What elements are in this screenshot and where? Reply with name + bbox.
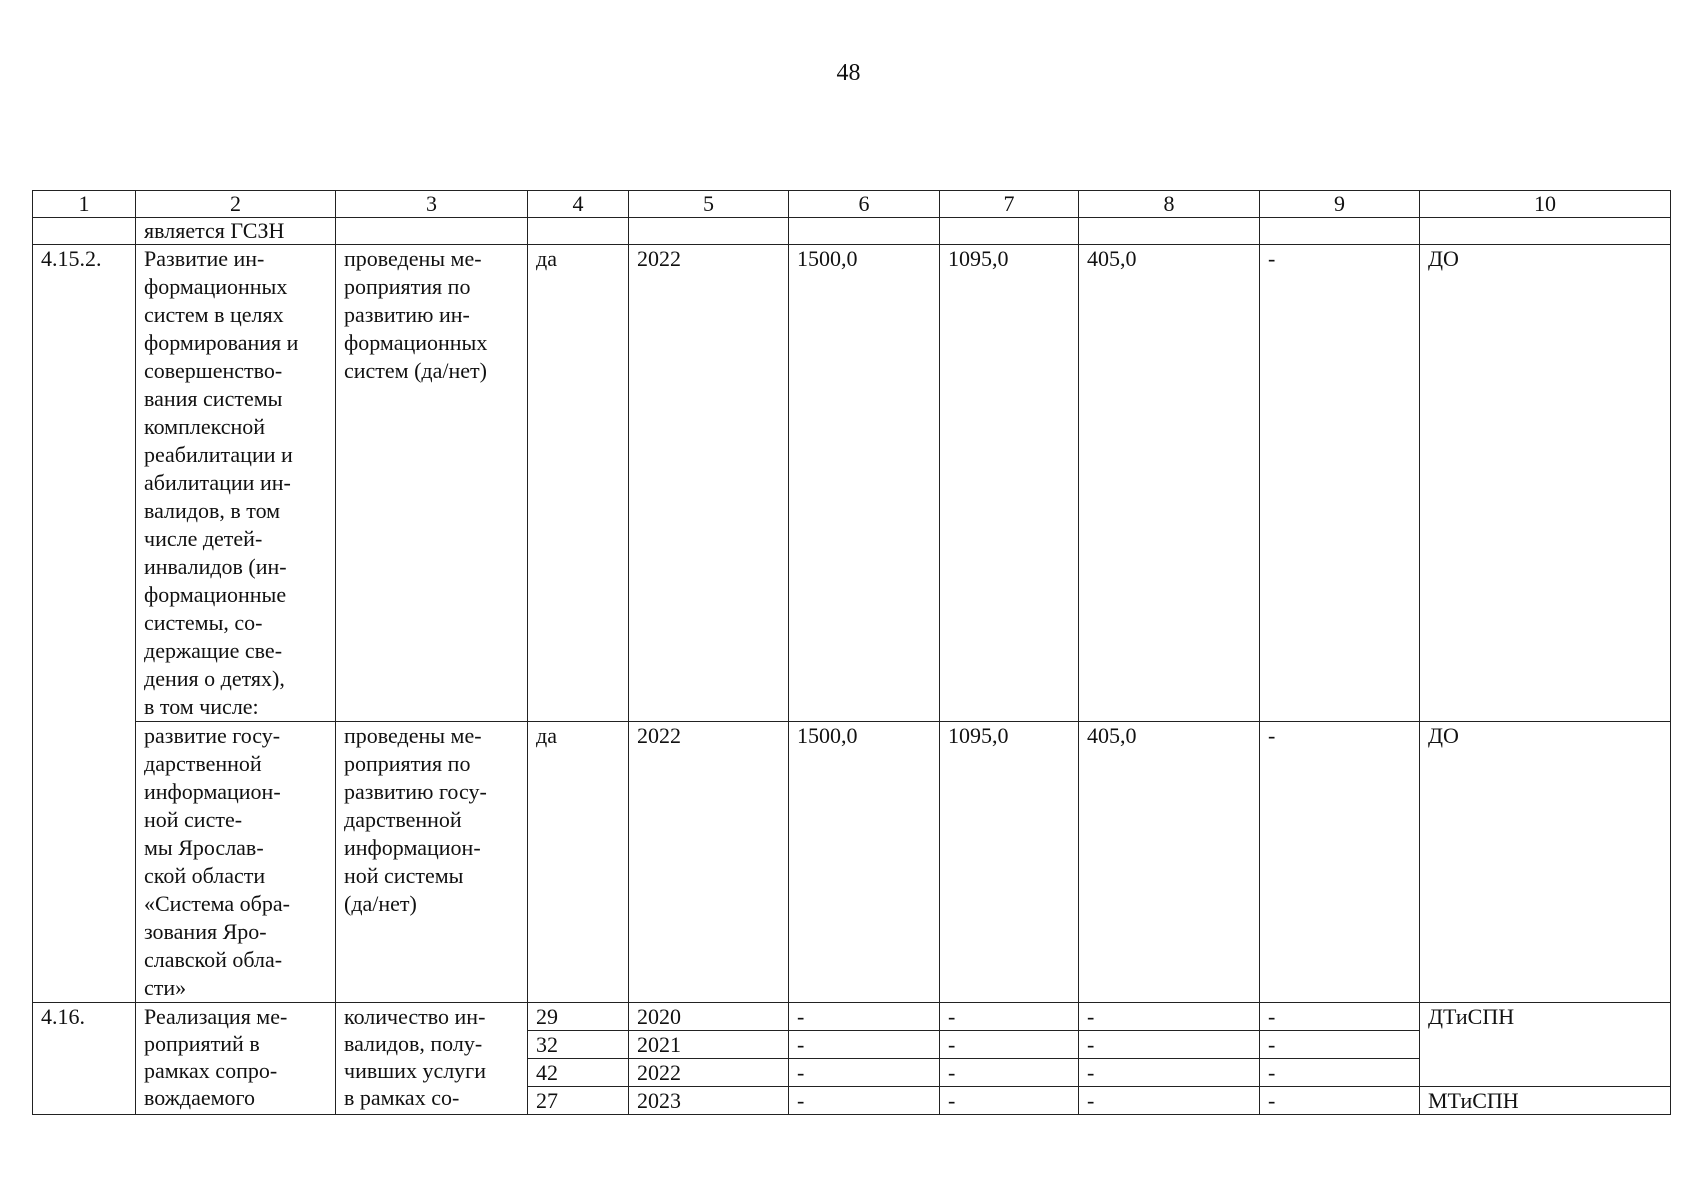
year: 2022 — [629, 1059, 789, 1087]
header-col-2: 2 — [136, 191, 336, 218]
federal-budget: - — [940, 1003, 1079, 1031]
indicator-name — [336, 722, 528, 1003]
local-budget: - — [1260, 1059, 1420, 1087]
local-budget: - — [1260, 245, 1420, 722]
cont-cell-4 — [528, 218, 629, 245]
total-funding: 1500,0 — [789, 722, 940, 1003]
header-col-8: 8 — [1079, 191, 1260, 218]
measure-name-text: Развитие ин- формационных систем в целях формирования и совершенство- вания системы комплексной реабилитации и абилитации ин- валидов, в том числе детей- инвалидов (ин- формационные системы, со- держащие све- дения о детях), в том числе: — [144, 246, 299, 719]
measure-name-text: развитие госу- дарственной информацион- ной систе- мы Ярослав- ской области «Система обра- зования Яро- славской обла- сти» — [144, 723, 290, 1000]
cont-cell-9 — [1260, 218, 1420, 245]
measure-name — [136, 245, 336, 722]
cont-cell-3 — [336, 218, 528, 245]
total-funding: - — [789, 1059, 940, 1087]
total-funding: 1500,0 — [789, 245, 940, 722]
cont-cell-10 — [1420, 218, 1671, 245]
year: 2022 — [629, 722, 789, 1003]
program-table — [32, 190, 1671, 1115]
year: 2020 — [629, 1003, 789, 1031]
indicator-value: 27 — [528, 1087, 629, 1115]
header-col-4: 4 — [528, 191, 629, 218]
continuation-row — [33, 218, 1671, 245]
measure-name — [136, 722, 336, 1003]
cont-cell-5 — [629, 218, 789, 245]
regional-budget: 405,0 — [1079, 245, 1260, 722]
local-budget: - — [1260, 722, 1420, 1003]
cont-cell-8 — [1079, 218, 1260, 245]
total-funding: - — [789, 1031, 940, 1059]
total-funding: - — [789, 1087, 940, 1115]
year: 2022 — [629, 245, 789, 722]
federal-budget: - — [940, 1031, 1079, 1059]
regional-budget: - — [1079, 1059, 1260, 1087]
year: 2023 — [629, 1087, 789, 1115]
regional-budget: 405,0 — [1079, 722, 1260, 1003]
indicator-value: да — [528, 245, 629, 722]
year: 2021 — [629, 1031, 789, 1059]
regional-budget: - — [1079, 1003, 1260, 1031]
federal-budget: - — [940, 1087, 1079, 1115]
indicator-name-text: количество ин- валидов, полу- чивших услуги в рамках со- — [344, 1004, 486, 1110]
cont-cell-2: является ГСЗН — [136, 218, 336, 245]
regional-budget: - — [1079, 1031, 1260, 1059]
header-col-9: 9 — [1260, 191, 1420, 218]
federal-budget: 1095,0 — [940, 245, 1079, 722]
indicator-name-text: проведены ме- роприятия по развитию ин- формационных систем (да/нет) — [344, 246, 488, 383]
header-row — [33, 191, 1671, 218]
page-number: 48 — [836, 60, 861, 86]
cont-cell-7 — [940, 218, 1079, 245]
executor: ДТиСПН — [1420, 1003, 1671, 1087]
header-col-7: 7 — [940, 191, 1079, 218]
cont-cell-1 — [33, 218, 136, 245]
local-budget: - — [1260, 1087, 1420, 1115]
table-row-4-15-2-sub — [33, 722, 1671, 1003]
indicator-value: да — [528, 722, 629, 1003]
header-col-10: 10 — [1420, 191, 1671, 218]
table-row-4-16 — [33, 1003, 1671, 1031]
row-number: 4.15.2. — [33, 245, 136, 1003]
indicator-value: 32 — [528, 1031, 629, 1059]
local-budget: - — [1260, 1031, 1420, 1059]
local-budget: - — [1260, 1003, 1420, 1031]
header-col-6: 6 — [789, 191, 940, 218]
measure-name — [136, 1003, 336, 1115]
indicator-name — [336, 245, 528, 722]
measure-name-text: Реализация ме- роприятий в рамках сопро- вождаемого — [144, 1004, 288, 1110]
total-funding: - — [789, 1003, 940, 1031]
indicator-value: 29 — [528, 1003, 629, 1031]
indicator-name-text: проведены ме- роприятия по развитию госу- дарственной информацион- ной системы (да/нет) — [344, 723, 487, 916]
cont-cell-6 — [789, 218, 940, 245]
indicator-name — [336, 1003, 528, 1115]
executor: МТиСПН — [1420, 1087, 1671, 1115]
executor: ДО — [1420, 722, 1671, 1003]
header-col-3: 3 — [336, 191, 528, 218]
regional-budget: - — [1079, 1087, 1260, 1115]
federal-budget: - — [940, 1059, 1079, 1087]
header-col-5: 5 — [629, 191, 789, 218]
indicator-value: 42 — [528, 1059, 629, 1087]
header-col-1: 1 — [33, 191, 136, 218]
executor: ДО — [1420, 245, 1671, 722]
table-row-4-15-2 — [33, 245, 1671, 722]
row-number: 4.16. — [33, 1003, 136, 1115]
federal-budget: 1095,0 — [940, 722, 1079, 1003]
